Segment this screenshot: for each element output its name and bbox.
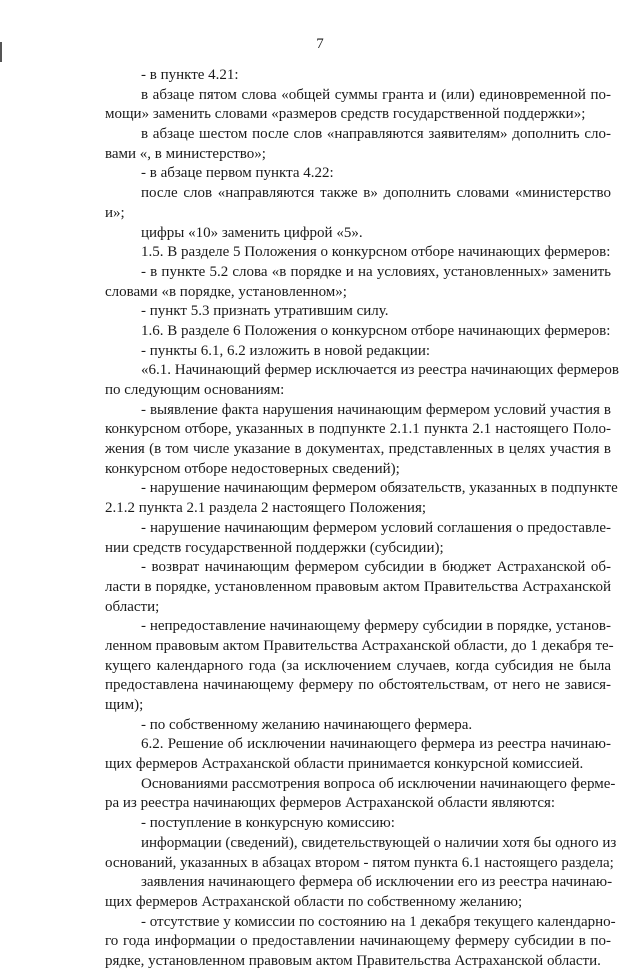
text-line: - нарушение начинающим фермером условий соглашения о предоставле- [141, 519, 611, 536]
text-line: жения (в том числе указание в документах, представленных в целях участия в [105, 441, 611, 458]
text-line: после слов «направляются также в» дополнить словами «министерство [141, 185, 611, 202]
document-body [105, 66, 619, 972]
text-line: - нарушение начинающим фермером обязательств, указанных в подпункте [141, 480, 618, 497]
text-line: - возврат начинающим фермером субсидии в бюджет Астраханской об- [141, 559, 611, 576]
text-line: словами «в порядке, установленном»; [105, 283, 347, 300]
text-line: - поступление в конкурсную комиссию: [141, 815, 395, 832]
text-line: заявления начинающего фермера об исключении его из реестра начинаю- [141, 874, 613, 891]
text-line: информации (сведений), свидетельствующей о наличии хотя бы одного из [141, 834, 617, 851]
text-line: го года информации о предоставлении начинающему фермеру субсидии в по- [105, 933, 611, 950]
text-line: области; [105, 598, 160, 615]
text-line: вами «, в министерство»; [105, 145, 266, 162]
text-line: Основаниями рассмотрения вопроса об исключении начинающего ферме- [141, 775, 616, 792]
text-line: нии средств государственной поддержки (субсидии); [105, 539, 444, 556]
text-line: рядке, установленном правовым актом Правительства Астраханской области. [105, 952, 601, 969]
text-line: в абзаце пятом слова «общей суммы гранта и (или) единовременной по- [141, 86, 611, 103]
text-line: конкурсном отборе недостоверных сведений); [105, 460, 400, 477]
text-line: 1.5. В разделе 5 Положения о конкурсном отборе начинающих фермеров: [141, 244, 611, 261]
text-line: - в пункте 4.21: [141, 67, 239, 83]
text-line: ласти в порядке, установленном правовым актом Правительства Астраханской [105, 578, 611, 595]
text-line: 1.6. В разделе 6 Положения о конкурсном отборе начинающих фермеров: [141, 322, 611, 339]
text-line: ленном правовым актом Правительства Астраханской области, до 1 декабря те- [105, 637, 614, 654]
text-line: - выявление факта нарушения начинающим фермером условий участия в [141, 401, 611, 418]
text-line: 2.1.2 пункта 2.1 раздела 2 настоящего Положения; [105, 500, 427, 517]
text-line: 6.2. Решение об исключении начинающего фермера из реестра начинаю- [141, 736, 611, 753]
text-line: - в пункте 5.2 слова «в порядке и на условиях, установленных» заменить [141, 263, 611, 280]
text-line: цифры «10» заменить цифрой «5». [141, 224, 363, 241]
text-line: щих фермеров Астраханской области принимается конкурсной комиссией. [105, 756, 584, 773]
text-line: предоставлена начинающему фермеру по обстоятельствам, от него не завися- [105, 677, 611, 694]
page-number: 7 [316, 36, 324, 52]
text-line: кущего календарного года (за исключением случаев, когда субсидия не была [105, 657, 611, 674]
text-line: мощи» заменить словами «размеров средств государственной поддержки»; [105, 106, 586, 123]
text-line: по следующим основаниям: [105, 382, 285, 398]
text-line: щим); [105, 697, 144, 713]
text-line: щих фермеров Астраханской области по собственному желанию; [105, 893, 523, 910]
text-line: - отсутствие у комиссии по состоянию на 1 декабря текущего календарно- [141, 913, 616, 930]
text-line: - непредоставление начинающему фермеру субсидии в порядке, установ- [141, 618, 611, 635]
text-line: в абзаце шестом после слов «направляются заявителям» дополнить сло- [141, 126, 611, 143]
text-line: - по собственному желанию начинающего фермера. [141, 716, 473, 733]
text-line: конкурсном отборе, указанных в подпункте 2.1.1 пункта 2.1 настоящего Поло- [105, 421, 611, 438]
text-line: оснований, указанных в абзацах втором - пятом пункта 6.1 настоящего раздела; [105, 854, 614, 871]
text-line: - пункты 6.1, 6.2 изложить в новой редакции: [141, 342, 431, 359]
text-line: «6.1. Начинающий фермер исключается из реестра начинающих фермеров [141, 362, 619, 379]
text-line: и»; [105, 204, 125, 221]
text-line: - пункт 5.3 признать утратившим силу. [141, 303, 389, 320]
text-line: ра из реестра начинающих фермеров Астраханской области являются: [105, 795, 556, 812]
text-line: - в абзаце первом пункта 4.22: [141, 165, 334, 182]
